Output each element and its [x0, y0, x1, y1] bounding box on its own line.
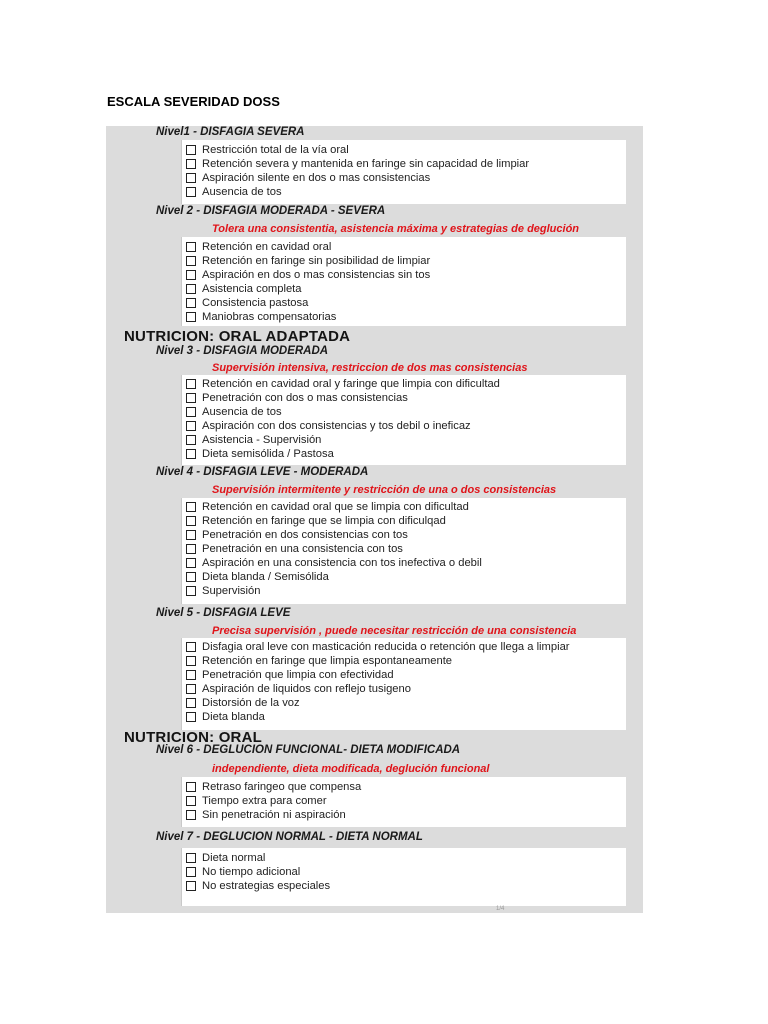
item-label: Retención en cavidad oral que se limpia con dificultad — [202, 501, 469, 513]
checkbox-icon[interactable] — [186, 810, 196, 820]
checkbox-icon[interactable] — [186, 796, 196, 806]
checklist-item[interactable] — [186, 405, 282, 419]
checklist-item[interactable] — [186, 419, 471, 433]
item-label: Dieta normal — [202, 852, 266, 864]
checklist-item[interactable] — [186, 710, 265, 724]
checklist-item[interactable] — [186, 391, 408, 405]
level-3-note: Supervisión intensiva, restriccion de dos mas consistencias — [212, 362, 528, 374]
checklist-item[interactable] — [186, 879, 330, 893]
item-label: Sin penetración ni aspiración — [202, 809, 346, 821]
checklist-item[interactable] — [186, 808, 346, 822]
checkbox-icon[interactable] — [186, 242, 196, 252]
checkbox-icon[interactable] — [186, 712, 196, 722]
checklist-item[interactable] — [186, 682, 411, 696]
checkbox-icon[interactable] — [186, 867, 196, 877]
item-label: Maniobras compensatorias — [202, 311, 337, 323]
checklist-item[interactable] — [186, 282, 302, 296]
item-label: Ausencia de tos — [202, 406, 282, 418]
checkbox-icon[interactable] — [186, 684, 196, 694]
level-6-note: independiente, dieta modificada, deglución funcional — [212, 763, 490, 775]
checkbox-icon[interactable] — [186, 421, 196, 431]
checkbox-icon[interactable] — [186, 187, 196, 197]
checklist-item[interactable] — [186, 157, 529, 171]
checklist-item[interactable] — [186, 514, 446, 528]
checklist-item[interactable] — [186, 377, 500, 391]
checklist-item[interactable] — [186, 254, 430, 268]
checklist-item[interactable] — [186, 171, 430, 185]
item-label: Penetración con dos o mas consistencias — [202, 392, 408, 404]
checkbox-icon[interactable] — [186, 572, 196, 582]
level-3-box — [181, 375, 626, 465]
item-label: Penetración en dos consistencias con tos — [202, 529, 408, 541]
level-4-heading: Nivel 4 - DISFAGIA LEVE - MODERADA — [156, 466, 369, 478]
item-label: Supervisión — [202, 585, 261, 597]
nutrition-heading-oral: NUTRICION: ORAL — [124, 729, 262, 746]
item-label: Asistencia completa — [202, 283, 302, 295]
checklist-item[interactable] — [186, 433, 321, 447]
level-7-heading: Nivel 7 - DEGLUCION NORMAL - DIETA NORMAL — [156, 831, 423, 843]
item-label: Distorsión de la voz — [202, 697, 300, 709]
checkbox-icon[interactable] — [186, 558, 196, 568]
checklist-item[interactable] — [186, 668, 394, 682]
level-3-heading: Nivel 3 - DISFAGIA MODERADA — [156, 345, 329, 357]
checkbox-icon[interactable] — [186, 502, 196, 512]
item-label: Retención en faringe que se limpia con dificulqad — [202, 515, 446, 527]
checklist-item[interactable] — [186, 542, 403, 556]
item-label: Aspiración de liquidos con reflejo tusigeno — [202, 683, 411, 695]
level-2-note: Tolera una consistentia, asistencia máxima y estrategias de deglución — [212, 223, 580, 235]
doss-scale-sheet — [106, 126, 643, 913]
item-label: Retención en faringe sin posibilidad de limpiar — [202, 255, 431, 267]
checklist-item[interactable] — [186, 696, 300, 710]
item-label: Asistencia - Supervisión — [202, 434, 322, 446]
checkbox-icon[interactable] — [186, 881, 196, 891]
checkbox-icon[interactable] — [186, 698, 196, 708]
checklist-item[interactable] — [186, 185, 282, 199]
checkbox-icon[interactable] — [186, 853, 196, 863]
level-6-box — [181, 777, 626, 827]
checklist-item[interactable] — [186, 794, 327, 808]
checkbox-icon[interactable] — [186, 670, 196, 680]
level-4-box — [181, 498, 626, 604]
item-label: Penetración en una consistencia con tos — [202, 543, 403, 555]
item-label: Aspiración con dos consistencias y tos debil o ineficaz — [202, 420, 471, 432]
checklist-item[interactable] — [186, 296, 308, 310]
item-label: No tiempo adicional — [202, 866, 301, 878]
checklist-item[interactable] — [186, 310, 336, 324]
item-label: Retención en faringe que limpia espontaneamente — [202, 655, 453, 667]
checkbox-icon[interactable] — [186, 782, 196, 792]
level-5-heading: Nivel 5 - DISFAGIA LEVE — [156, 607, 291, 619]
item-label: Tiempo extra para comer — [202, 795, 327, 807]
checkbox-icon[interactable] — [186, 530, 196, 540]
checklist-item[interactable] — [186, 780, 361, 794]
checklist-item[interactable] — [186, 500, 469, 514]
item-label: Dieta blanda / Semisólida — [202, 571, 329, 583]
item-label: Retención en cavidad oral — [202, 241, 332, 253]
checkbox-icon[interactable] — [186, 145, 196, 155]
checklist-item[interactable] — [186, 240, 331, 254]
checkbox-icon[interactable] — [186, 642, 196, 652]
checkbox-icon[interactable] — [186, 284, 196, 294]
checkbox-icon[interactable] — [186, 449, 196, 459]
checklist-item[interactable] — [186, 447, 334, 461]
level-2-heading: Nivel 2 - DISFAGIA MODERADA - SEVERA — [156, 205, 386, 217]
checklist-item[interactable] — [186, 654, 452, 668]
item-label: Consistencia pastosa — [202, 297, 309, 309]
level-2-box — [181, 237, 626, 326]
item-label: Aspiración en dos o mas consistencias sin tos — [202, 269, 431, 281]
level-6-heading: Nivel 6 - DEGLUCION FUNCIONAL- DIETA MODIFICADA — [156, 744, 461, 756]
checklist-item[interactable] — [186, 268, 430, 282]
checklist-item[interactable] — [186, 851, 265, 865]
checkbox-icon[interactable] — [186, 159, 196, 169]
item-label: Retención en cavidad oral y faringe que limpia con dificultad — [202, 378, 500, 390]
level-5-box — [181, 638, 626, 730]
checkbox-icon[interactable] — [186, 586, 196, 596]
checkbox-icon[interactable] — [186, 407, 196, 417]
checkbox-icon[interactable] — [186, 312, 196, 322]
checkbox-icon[interactable] — [186, 544, 196, 554]
checklist-item[interactable] — [186, 143, 349, 157]
level-1-box — [181, 140, 626, 204]
checkbox-icon[interactable] — [186, 173, 196, 183]
checkbox-icon[interactable] — [186, 393, 196, 403]
checklist-item[interactable] — [186, 640, 570, 654]
checklist-item[interactable] — [186, 570, 329, 584]
item-label: Retraso faringeo que compensa — [202, 781, 362, 793]
page-footer-mark: 1/4 — [496, 906, 505, 912]
checkbox-icon[interactable] — [186, 256, 196, 266]
checkbox-icon[interactable] — [186, 270, 196, 280]
level-4-note: Supervisión intermitente y restricción de una o dos consistencias — [212, 484, 557, 496]
item-label: Dieta blanda — [202, 711, 265, 723]
level-1-heading: Nivel1 - DISFAGIA SEVERA — [156, 126, 305, 138]
item-label: Penetración que limpia con efectividad — [202, 669, 394, 681]
checklist-item[interactable] — [186, 556, 482, 570]
item-label: Dieta semisólida / Pastosa — [202, 448, 334, 460]
item-label: Aspiración en una consistencia con tos inefectiva o debil — [202, 557, 482, 569]
item-label: Disfagia oral leve con masticación reducida o retención que llega a limpiar — [202, 641, 570, 653]
checkbox-icon[interactable] — [186, 516, 196, 526]
checklist-item[interactable] — [186, 584, 260, 598]
item-label: Aspiración silente en dos o mas consistencias — [202, 172, 431, 184]
document-title: ESCALA SEVERIDAD DOSS — [107, 94, 280, 109]
checkbox-icon[interactable] — [186, 379, 196, 389]
checkbox-icon[interactable] — [186, 656, 196, 666]
item-label: Restricción total de la vía oral — [202, 144, 349, 156]
level-5-note: Precisa supervisión , puede necesitar restricción de una consistencia — [212, 625, 577, 637]
item-label: No estrategias especiales — [202, 880, 331, 892]
checkbox-icon[interactable] — [186, 435, 196, 445]
nutrition-heading-adapted: NUTRICION: ORAL ADAPTADA — [124, 328, 351, 345]
item-label: Retención severa y mantenida en faringe sin capacidad de limpiar — [202, 158, 530, 170]
checklist-item[interactable] — [186, 528, 408, 542]
level-7-box — [181, 848, 626, 906]
item-label: Ausencia de tos — [202, 186, 282, 198]
checkbox-icon[interactable] — [186, 298, 196, 308]
checklist-item[interactable] — [186, 865, 300, 879]
